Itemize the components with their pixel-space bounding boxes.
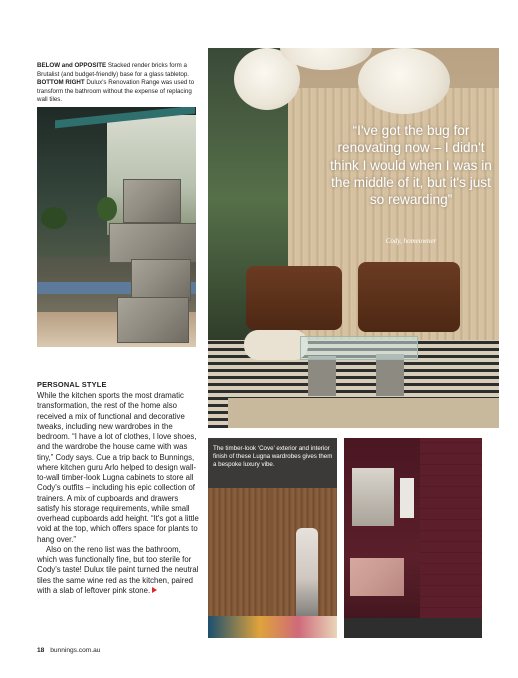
paragraph: While the kitchen sports the most dramatic transformation, the rest of the home also received a mix of functional and decorative tweaks, including new wardrobes in the bedroom. “I have a lot of clothes, I love shoes, and the wardrobe the house came with was tiny,” Cody says. Cue a trip back to Bunnings, where kitchen guru Arlo helped to design wall-to-wall timber-look Lugna cabinets to store all Cody's outfits – including his epic collection of trainers. A mix of cupboards and drawers satisfy his storage requirements, while small overhead cupboards add height. “It's got a little void at the top, which offers space for plants to hang over.” xyxy=(37,391,199,544)
pull-quote: “I've got the bug for renovating now – I didn't think I would when I was in the middle of it, but it's just so rewarding” xyxy=(330,123,492,208)
paragraph: Also on the reno list was the bathroom, which was functionally fine, but too sterile for Cody's taste! Dulux tile paint turned the neutral tiles the same wine red as the kitchen, paired with a slab of leftover pink stone. xyxy=(37,544,199,595)
photo-brick-stack xyxy=(37,107,196,347)
photo-caption-wardrobe: The timber-look ‘Cove’ exterior and interior finish of these Lugna wardrobes gives them a bespoke luxury vibe. xyxy=(213,445,333,469)
colorful-rug xyxy=(208,616,337,638)
article-body xyxy=(37,391,200,596)
person-figure xyxy=(296,528,318,620)
pink-stone-vanity xyxy=(350,558,404,596)
photo-bathroom xyxy=(344,438,482,638)
caption-text-2: Dulux's Renovation Range was used to transform the bathroom without the expense of replacing wall tiles. xyxy=(37,79,195,104)
sheepskin-pouf xyxy=(244,330,308,360)
photo-caption-top xyxy=(37,62,202,105)
caption-text: Stacked render bricks form a Brutalist (and budget-friendly) base for a glass tabletop. xyxy=(37,62,190,78)
leather-armchair xyxy=(246,266,342,330)
pendant-lamp xyxy=(358,48,450,114)
quote-attribution: Cody, homeowner xyxy=(385,237,437,245)
section-heading: PERSONAL STYLE xyxy=(37,380,107,389)
page-number: 18 xyxy=(37,647,45,654)
caption-lead: BELOW and OPPOSITE xyxy=(37,62,107,69)
glass-coffee-table xyxy=(300,336,418,360)
site-url: bunnings.com.au xyxy=(50,647,101,654)
leather-armchair xyxy=(358,262,460,332)
caption-lead-2: BOTTOM RIGHT xyxy=(37,79,85,87)
page-footer xyxy=(37,647,100,654)
end-of-article-marker xyxy=(152,587,157,593)
